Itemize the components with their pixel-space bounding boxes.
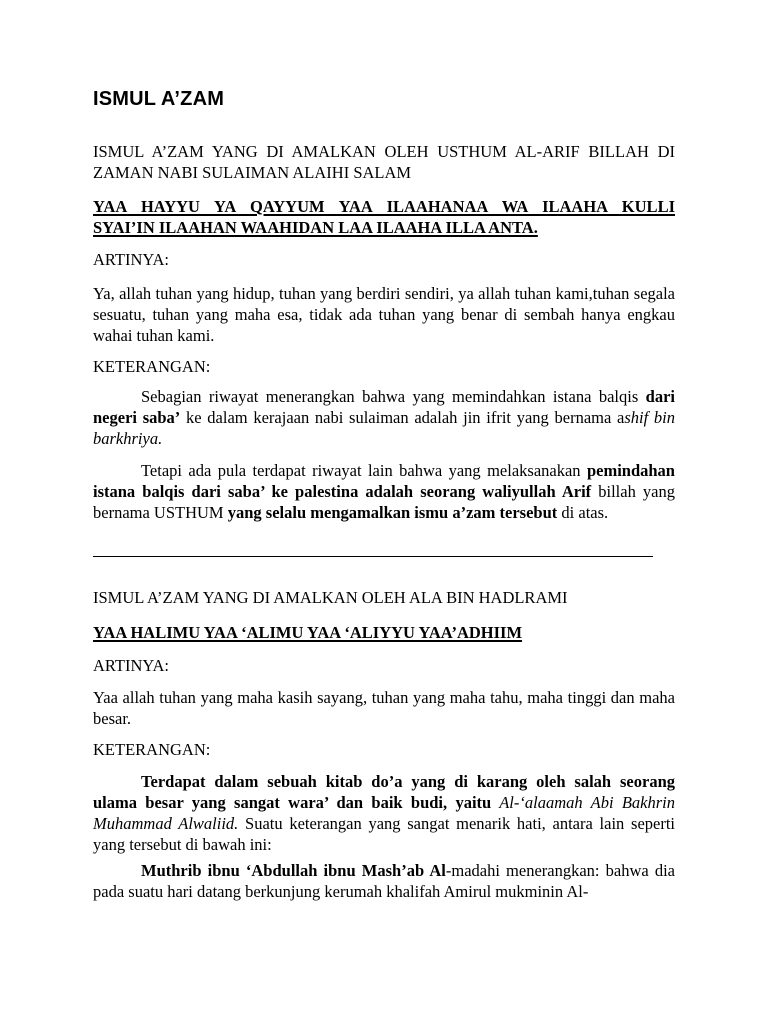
section-1-p1-bold: dari negeri saba’ <box>93 387 675 427</box>
section-2-heading: ISMUL A’ZAM YANG DI AMALKAN OLEH ALA BIN HADLRAMI <box>93 588 568 607</box>
section-2-p1-text: Suatu keterangan yang sangat menarik hati, antara lain seperti yang tersebut di bawah ini: <box>93 814 675 854</box>
section-1-dzikir-line-1: YAA HAYYU YA QAYYUM YAA ILAAHANAA WA ILAAHA KULLI <box>93 197 675 216</box>
section-2-paragraph-2 <box>93 860 675 902</box>
section-2-p2-bold: Muthrib ibnu ‘Abdullah ibnu Mash’ab Al <box>141 861 446 880</box>
section-2-dzikir: YAA HALIMU YAA ‘ALIMU YAA ‘ALIYYU YAA’ADHIIM <box>93 623 523 642</box>
section-1-p2-text-c: di atas. <box>557 503 609 522</box>
section-1-dzikir <box>93 196 675 238</box>
section-2-p2-text: -madahi menerangkan: bahwa dia pada suatu hari datang berkunjung kerumah khalifah Amirul mukminin Al- <box>93 861 675 901</box>
section-1-p2-text-b: billah yang bernama USTHUM <box>93 482 675 522</box>
section-1-dzikir-line-2: SYAI’IN ILAAHAN WAAHIDAN LAA ILAAHA ILLA ANTA. <box>93 218 538 237</box>
section-1-artinya-text: Ya, allah tuhan yang hidup, tuhan yang berdiri sendiri, ya allah tuhan kami,tuhan segala sesuatu, tuhan yang maha esa, tidak ada tuhan yang benar di sembah hanya engkau wahai tuhan kami. <box>93 284 675 345</box>
section-2-keterangan-label: KETERANGAN: <box>93 740 211 759</box>
section-1-p2-text-a: Tetapi ada pula terdapat riwayat lain bahwa yang melaksanakan <box>141 461 587 480</box>
section-1-heading: ISMUL A’ZAM YANG DI AMALKAN OLEH USTHUM AL-ARIF BILLAH DI ZAMAN NABI SULAIMAN ALAIHI SALAM <box>93 142 675 182</box>
section-1-p1-text-a: Sebagian riwayat menerangkan bahwa yang memindahkan istana balqis <box>141 387 646 406</box>
section-2-artinya-label: ARTINYA: <box>93 656 170 675</box>
section-2-p1-bold: Terdapat dalam sebuah kitab do’a yang di karang oleh salah seorang ulama besar yang sangat wara’ dan baik budi, yaitu <box>93 772 675 812</box>
section-1-p2-bold-2: yang selalu mengamalkan ismu a’zam tersebut <box>227 503 558 522</box>
section-2-p1-italic: Al-‘alaamah Abi Bakhrin Muhammad Alwaliid. <box>93 793 675 833</box>
page-title: ISMUL A’ZAM <box>93 88 225 110</box>
section-1-keterangan-label: KETERANGAN: <box>93 357 211 376</box>
section-2-paragraph-1 <box>93 771 675 855</box>
section-1-paragraph-2 <box>93 460 675 523</box>
section-1-p1-text-b: ke dalam kerajaan nabi sulaiman adalah jin ifrit yang bernama a <box>180 408 625 427</box>
section-1-p1-italic: shif bin barkhriya. <box>93 408 675 448</box>
section-1-paragraph-1 <box>93 386 675 449</box>
section-1-artinya-label: ARTINYA: <box>93 250 170 269</box>
section-2-artinya-text: Yaa allah tuhan yang maha kasih sayang, tuhan yang maha tahu, maha tinggi dan maha besar. <box>93 688 675 728</box>
section-1-p2-bold: pemindahan istana balqis dari saba’ ke palestina adalah seorang waliyullah Arif <box>93 461 675 501</box>
section-divider <box>93 556 653 557</box>
